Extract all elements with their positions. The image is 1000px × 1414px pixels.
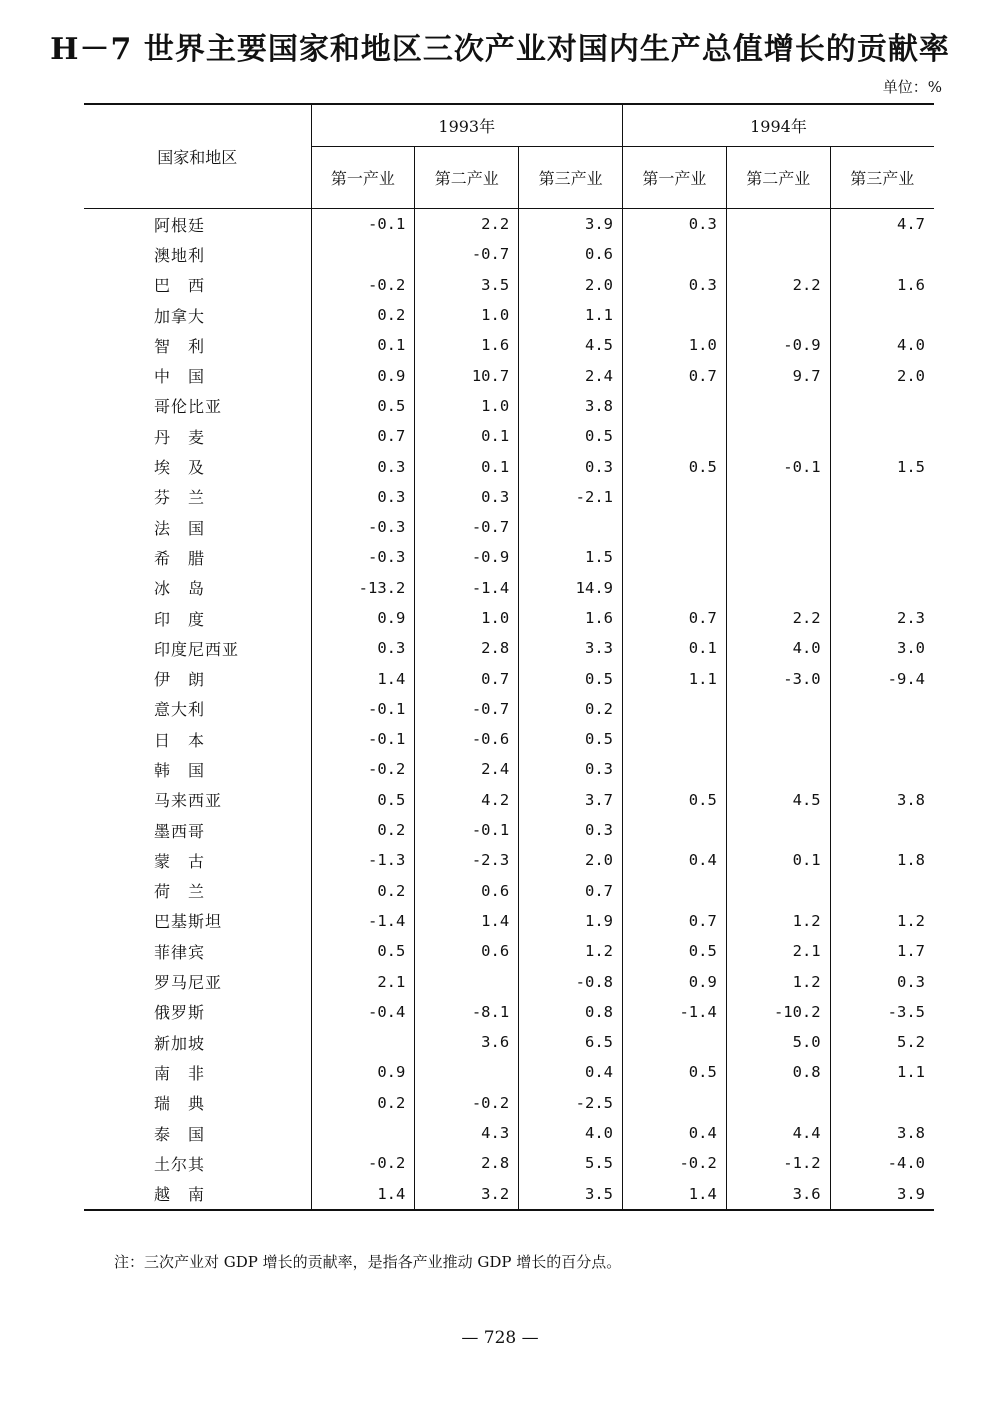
value-cell [622, 754, 726, 784]
region-name-cell: 土尔其 [154, 1154, 206, 1174]
value-cell: 3.5 [415, 270, 519, 300]
table-row [84, 997, 934, 1027]
table-row [84, 754, 934, 784]
value-cell [622, 421, 726, 451]
value-cell: 0.9 [311, 603, 415, 633]
table-row [84, 663, 934, 693]
sector-header: 第一产业 [622, 147, 726, 209]
value-cell: -1.4 [311, 906, 415, 936]
value-cell: -0.1 [415, 815, 519, 845]
value-cell: 0.5 [311, 785, 415, 815]
value-cell: 1.6 [519, 603, 623, 633]
value-cell: -0.6 [415, 724, 519, 754]
value-cell: -10.2 [726, 997, 830, 1027]
value-cell: 2.8 [415, 633, 519, 663]
value-cell: 0.7 [622, 360, 726, 390]
value-cell: 1.7 [830, 936, 934, 966]
value-cell: 4.5 [519, 330, 623, 360]
region-name-cell: 芬 兰 [154, 488, 206, 508]
value-cell: 0.8 [726, 1057, 830, 1087]
value-cell: 0.6 [415, 936, 519, 966]
table-row [84, 360, 934, 390]
value-cell: 2.1 [726, 936, 830, 966]
value-cell: 0.5 [311, 391, 415, 421]
table-row [84, 451, 934, 481]
table-row [84, 694, 934, 724]
value-cell: -1.2 [726, 1148, 830, 1178]
value-cell: 2.2 [415, 209, 519, 240]
value-cell [830, 573, 934, 603]
value-cell [311, 1118, 415, 1148]
value-cell: -0.3 [311, 542, 415, 572]
value-cell: -13.2 [311, 573, 415, 603]
value-cell: 0.3 [622, 209, 726, 240]
table-row [84, 966, 934, 996]
value-cell: 1.0 [415, 300, 519, 330]
value-cell: 4.2 [415, 785, 519, 815]
value-cell: 0.8 [519, 997, 623, 1027]
value-cell [622, 1027, 726, 1057]
value-cell: 2.4 [519, 360, 623, 390]
region-name-cell: 希 腊 [154, 548, 206, 568]
value-cell: 14.9 [519, 573, 623, 603]
value-cell: 4.0 [519, 1118, 623, 1148]
table-row [84, 1148, 934, 1178]
region-name-cell: 泰 国 [154, 1124, 206, 1144]
value-cell: 1.2 [830, 906, 934, 936]
region-name-cell: 印度尼西亚 [154, 639, 240, 659]
sector-header: 第三产业 [519, 147, 623, 209]
value-cell [726, 542, 830, 572]
value-cell: 1.0 [415, 391, 519, 421]
value-cell: -0.7 [415, 694, 519, 724]
value-cell: 0.4 [622, 845, 726, 875]
value-cell: 0.3 [311, 451, 415, 481]
value-cell: 1.4 [311, 1179, 415, 1210]
value-cell [726, 421, 830, 451]
table-row [84, 724, 934, 754]
value-cell [726, 694, 830, 724]
value-cell: -0.1 [311, 694, 415, 724]
year-header-1993: 1993年 [311, 104, 622, 147]
value-cell: 2.2 [726, 603, 830, 633]
table-row [84, 633, 934, 663]
region-name-cell: 澳地利 [154, 245, 206, 265]
region-name-cell: 俄罗斯 [154, 1003, 206, 1023]
region-name-cell: 中 国 [154, 367, 206, 387]
table-row [84, 239, 934, 269]
value-cell: -0.2 [622, 1148, 726, 1178]
value-cell: 0.2 [311, 815, 415, 845]
value-cell: 1.6 [415, 330, 519, 360]
value-cell: 4.5 [726, 785, 830, 815]
footnote: 注：三次产业对 GDP 增长的贡献率，是指各产业推动 GDP 增长的百分点。 [114, 1253, 622, 1271]
value-cell: 2.4 [415, 754, 519, 784]
value-cell [830, 482, 934, 512]
value-cell: 5.2 [830, 1027, 934, 1057]
value-cell [622, 1088, 726, 1118]
table-row [84, 300, 934, 330]
value-cell: 3.8 [519, 391, 623, 421]
table-row [84, 573, 934, 603]
table-row [84, 785, 934, 815]
value-cell: 2.0 [519, 845, 623, 875]
value-cell: 1.0 [415, 603, 519, 633]
value-cell: 3.5 [519, 1179, 623, 1210]
region-name-cell: 意大利 [154, 700, 206, 720]
table-row [84, 542, 934, 572]
value-cell: -1.4 [622, 997, 726, 1027]
value-cell [726, 300, 830, 330]
value-cell: -0.9 [415, 542, 519, 572]
region-name-cell: 罗马尼亚 [154, 973, 223, 993]
value-cell: 4.7 [830, 209, 934, 240]
value-cell: -8.1 [415, 997, 519, 1027]
value-cell [622, 573, 726, 603]
value-cell [726, 209, 830, 240]
value-cell: 2.3 [830, 603, 934, 633]
year-header-1994: 1994年 [622, 104, 934, 147]
value-cell: 3.3 [519, 633, 623, 663]
value-cell: -2.1 [519, 482, 623, 512]
value-cell: 1.4 [311, 663, 415, 693]
value-cell: 0.5 [622, 451, 726, 481]
value-cell: 2.0 [519, 270, 623, 300]
value-cell: 3.6 [726, 1179, 830, 1210]
value-cell: 0.7 [519, 876, 623, 906]
value-cell: 1.5 [830, 451, 934, 481]
region-name-cell: 印 度 [154, 609, 206, 629]
value-cell [622, 724, 726, 754]
value-cell: 1.4 [622, 1179, 726, 1210]
sector-header: 第一产业 [311, 147, 415, 209]
value-cell: 0.5 [622, 1057, 726, 1087]
value-cell: 0.3 [519, 451, 623, 481]
value-cell [726, 482, 830, 512]
value-cell: 0.5 [622, 936, 726, 966]
value-cell: 1.9 [519, 906, 623, 936]
table-row [84, 1088, 934, 1118]
value-cell: 0.2 [311, 876, 415, 906]
sector-header: 第二产业 [415, 147, 519, 209]
value-cell: -3.0 [726, 663, 830, 693]
value-cell [726, 754, 830, 784]
table-row [84, 270, 934, 300]
value-cell: -0.1 [311, 724, 415, 754]
value-cell: 3.0 [830, 633, 934, 663]
table-row [84, 1027, 934, 1057]
value-cell: 4.3 [415, 1118, 519, 1148]
region-name-cell: 巴 西 [154, 276, 206, 296]
value-cell: 1.5 [519, 542, 623, 572]
table-row [84, 482, 934, 512]
value-cell: -2.3 [415, 845, 519, 875]
region-name-cell: 蒙 古 [154, 851, 206, 871]
table-row [84, 845, 934, 875]
value-cell [830, 1088, 934, 1118]
region-name-cell: 丹 麦 [154, 427, 206, 447]
value-cell: 0.5 [519, 421, 623, 451]
value-cell [830, 754, 934, 784]
value-cell: 1.2 [519, 936, 623, 966]
region-name-cell: 智 利 [154, 336, 206, 356]
table-row [84, 936, 934, 966]
value-cell: 1.0 [622, 330, 726, 360]
table-row [84, 512, 934, 542]
value-cell: 0.3 [519, 815, 623, 845]
table-row [84, 603, 934, 633]
value-cell [622, 391, 726, 421]
value-cell [830, 239, 934, 269]
value-cell: -0.3 [311, 512, 415, 542]
value-cell: 0.7 [622, 906, 726, 936]
value-cell: -2.5 [519, 1088, 623, 1118]
value-cell: 1.2 [726, 966, 830, 996]
value-cell [726, 724, 830, 754]
value-cell: 0.3 [519, 754, 623, 784]
page-title: H－7 世界主要国家和地区三次产业对国内生产总值增长的贡献率 [50, 32, 950, 67]
value-cell [726, 573, 830, 603]
value-cell: -0.1 [726, 451, 830, 481]
value-cell [622, 815, 726, 845]
value-cell: -9.4 [830, 663, 934, 693]
table-row [84, 330, 934, 360]
value-cell: 0.3 [830, 966, 934, 996]
value-cell: -0.2 [311, 754, 415, 784]
value-cell: 0.3 [311, 482, 415, 512]
value-cell: 0.6 [519, 239, 623, 269]
value-cell [830, 876, 934, 906]
value-cell [622, 239, 726, 269]
value-cell: 3.8 [830, 1118, 934, 1148]
value-cell: 0.2 [311, 300, 415, 330]
value-cell: 3.7 [519, 785, 623, 815]
value-cell: -0.2 [311, 270, 415, 300]
value-cell: -0.1 [311, 209, 415, 240]
region-name-cell: 埃 及 [154, 458, 206, 478]
value-cell: 0.1 [311, 330, 415, 360]
region-name-cell: 法 国 [154, 518, 206, 538]
value-cell: 1.2 [726, 906, 830, 936]
value-cell [311, 1027, 415, 1057]
region-name-cell: 荷 兰 [154, 882, 206, 902]
table-row [84, 1118, 934, 1148]
value-cell: 0.7 [415, 663, 519, 693]
value-cell: -0.2 [415, 1088, 519, 1118]
value-cell: 0.4 [622, 1118, 726, 1148]
value-cell [726, 239, 830, 269]
value-cell [830, 542, 934, 572]
value-cell: 0.4 [519, 1057, 623, 1087]
value-cell: -0.4 [311, 997, 415, 1027]
region-name-cell: 冰 岛 [154, 579, 206, 599]
value-cell: 0.3 [415, 482, 519, 512]
region-name-cell: 新加坡 [154, 1033, 206, 1053]
table-row [84, 1057, 934, 1087]
value-cell: 1.1 [622, 663, 726, 693]
value-cell: 1.1 [830, 1057, 934, 1087]
value-cell: 10.7 [415, 360, 519, 390]
value-cell [726, 391, 830, 421]
value-cell: 4.0 [830, 330, 934, 360]
value-cell: 0.3 [622, 270, 726, 300]
region-name-cell: 加拿大 [154, 306, 206, 326]
value-cell [622, 300, 726, 330]
region-name-cell: 菲律宾 [154, 942, 206, 962]
value-cell [830, 512, 934, 542]
value-cell [415, 1057, 519, 1087]
region-name-cell: 日 本 [154, 730, 206, 750]
page-number: — 728 — [461, 1328, 539, 1348]
value-cell: 0.5 [519, 663, 623, 693]
value-cell [830, 300, 934, 330]
value-cell: -1.3 [311, 845, 415, 875]
value-cell: 2.1 [311, 966, 415, 996]
value-cell [726, 815, 830, 845]
value-cell: -0.2 [311, 1148, 415, 1178]
value-cell: 0.5 [519, 724, 623, 754]
value-cell [622, 694, 726, 724]
value-cell: 0.9 [622, 966, 726, 996]
value-cell: 3.8 [830, 785, 934, 815]
value-cell [726, 512, 830, 542]
value-cell: 0.7 [311, 421, 415, 451]
region-name-cell: 伊 朗 [154, 670, 206, 690]
contribution-table [84, 103, 934, 1211]
value-cell [830, 391, 934, 421]
region-name-cell: 南 非 [154, 1063, 206, 1083]
value-cell [830, 815, 934, 845]
value-cell [415, 966, 519, 996]
value-cell: 0.7 [622, 603, 726, 633]
table-body [84, 209, 934, 1210]
value-cell: 0.6 [415, 876, 519, 906]
value-cell: 0.5 [622, 785, 726, 815]
value-cell: -0.7 [415, 239, 519, 269]
sector-header: 第三产业 [830, 147, 934, 209]
value-cell: 0.1 [415, 451, 519, 481]
value-cell [622, 512, 726, 542]
table-row [84, 391, 934, 421]
value-cell: 3.9 [830, 1179, 934, 1210]
value-cell [830, 421, 934, 451]
value-cell [622, 482, 726, 512]
value-cell [726, 876, 830, 906]
value-cell: -3.5 [830, 997, 934, 1027]
value-cell: 0.9 [311, 1057, 415, 1087]
value-cell [726, 1088, 830, 1118]
value-cell: -1.4 [415, 573, 519, 603]
value-cell: 3.9 [519, 209, 623, 240]
region-name-cell: 墨西哥 [154, 821, 206, 841]
value-cell: 0.1 [726, 845, 830, 875]
region-name-cell: 韩 国 [154, 760, 206, 780]
unit-label: 单位：% [882, 78, 942, 96]
region-name-cell: 瑞 典 [154, 1094, 206, 1114]
table-row [84, 209, 934, 240]
region-name-cell: 阿根廷 [154, 215, 206, 235]
table-row [84, 906, 934, 936]
value-cell [311, 239, 415, 269]
value-cell: 1.6 [830, 270, 934, 300]
value-cell: 0.9 [311, 360, 415, 390]
value-cell [622, 542, 726, 572]
value-cell [830, 724, 934, 754]
sector-header: 第二产业 [726, 147, 830, 209]
region-name-cell: 哥伦比亚 [154, 397, 223, 417]
value-cell: 1.8 [830, 845, 934, 875]
value-cell: 4.0 [726, 633, 830, 663]
value-cell: 2.2 [726, 270, 830, 300]
value-cell: 0.1 [622, 633, 726, 663]
value-cell [622, 876, 726, 906]
value-cell: 0.5 [311, 936, 415, 966]
value-cell: -0.7 [415, 512, 519, 542]
value-cell: 5.0 [726, 1027, 830, 1057]
table-row [84, 815, 934, 845]
value-cell: 2.8 [415, 1148, 519, 1178]
value-cell: 4.4 [726, 1118, 830, 1148]
value-cell: -0.8 [519, 966, 623, 996]
value-cell: 2.0 [830, 360, 934, 390]
value-cell: 1.4 [415, 906, 519, 936]
value-cell: 0.3 [311, 633, 415, 663]
table-row [84, 876, 934, 906]
region-name-cell: 巴基斯坦 [154, 912, 223, 932]
value-cell: -4.0 [830, 1148, 934, 1178]
value-cell: 0.2 [311, 1088, 415, 1118]
region-column-header: 国家和地区 [84, 104, 311, 209]
value-cell [519, 512, 623, 542]
region-name-cell: 越 南 [84, 1179, 311, 1210]
value-cell: 0.1 [415, 421, 519, 451]
value-cell: 3.6 [415, 1027, 519, 1057]
region-name-cell: 马来西亚 [154, 791, 223, 811]
value-cell: 9.7 [726, 360, 830, 390]
value-cell: 5.5 [519, 1148, 623, 1178]
value-cell: 3.2 [415, 1179, 519, 1210]
value-cell [830, 694, 934, 724]
table-row [84, 1179, 934, 1210]
table-row [84, 421, 934, 451]
value-cell: -0.9 [726, 330, 830, 360]
value-cell: 6.5 [519, 1027, 623, 1057]
value-cell: 1.1 [519, 300, 623, 330]
value-cell: 0.2 [519, 694, 623, 724]
